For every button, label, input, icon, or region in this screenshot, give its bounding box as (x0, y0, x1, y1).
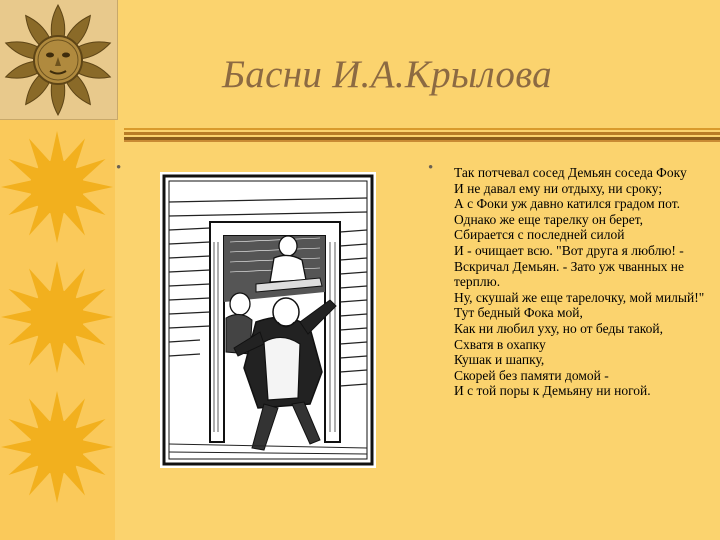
sun-icon (0, 388, 114, 506)
poem-line: Ну, скушай же еще тарелочку, мой милый!" (454, 289, 705, 305)
poem-line: И с той поры к Демьяну ни ногой. (454, 383, 651, 399)
poem-line: А с Фоки уж давно катился градом пот. (454, 196, 680, 212)
poem-line: Кушак и шапку, (454, 352, 545, 368)
poem-line: Схватя в охапку (454, 336, 546, 352)
poem-line: Однако же еще тарелку он берет, (454, 211, 643, 227)
corner-emblem-panel (0, 0, 118, 120)
slide-title: Басни И.А.Крылова (222, 53, 552, 96)
bronze-sun-face-icon (0, 0, 117, 119)
fable-text (454, 165, 716, 399)
poem-line: Как ни любил уху, но от беды такой, (454, 320, 664, 336)
bullet-marker: • (116, 160, 122, 176)
poem-line: Тут бедный Фока мой, (454, 305, 583, 321)
poem-line: Вскричал Демьян. - Зато уж чванных не терплю. (454, 258, 685, 290)
bullet-marker: • (428, 160, 434, 176)
poem-line: И не давал ему ни отдыху, ни сроку; (454, 180, 663, 196)
fable-illustration (160, 172, 376, 468)
sun-icon (0, 258, 114, 376)
poem-line: Скорей без памяти домой - (454, 367, 609, 383)
sun-icon (0, 128, 114, 246)
poem-line: Так потчевал сосед Демьян соседа Фоку (454, 165, 687, 180)
poem-line: И - очищает всю. "Вот друга я люблю! - (454, 242, 684, 258)
poem-line: Сбирается с последней силой (454, 227, 625, 243)
title-divider (124, 128, 720, 142)
